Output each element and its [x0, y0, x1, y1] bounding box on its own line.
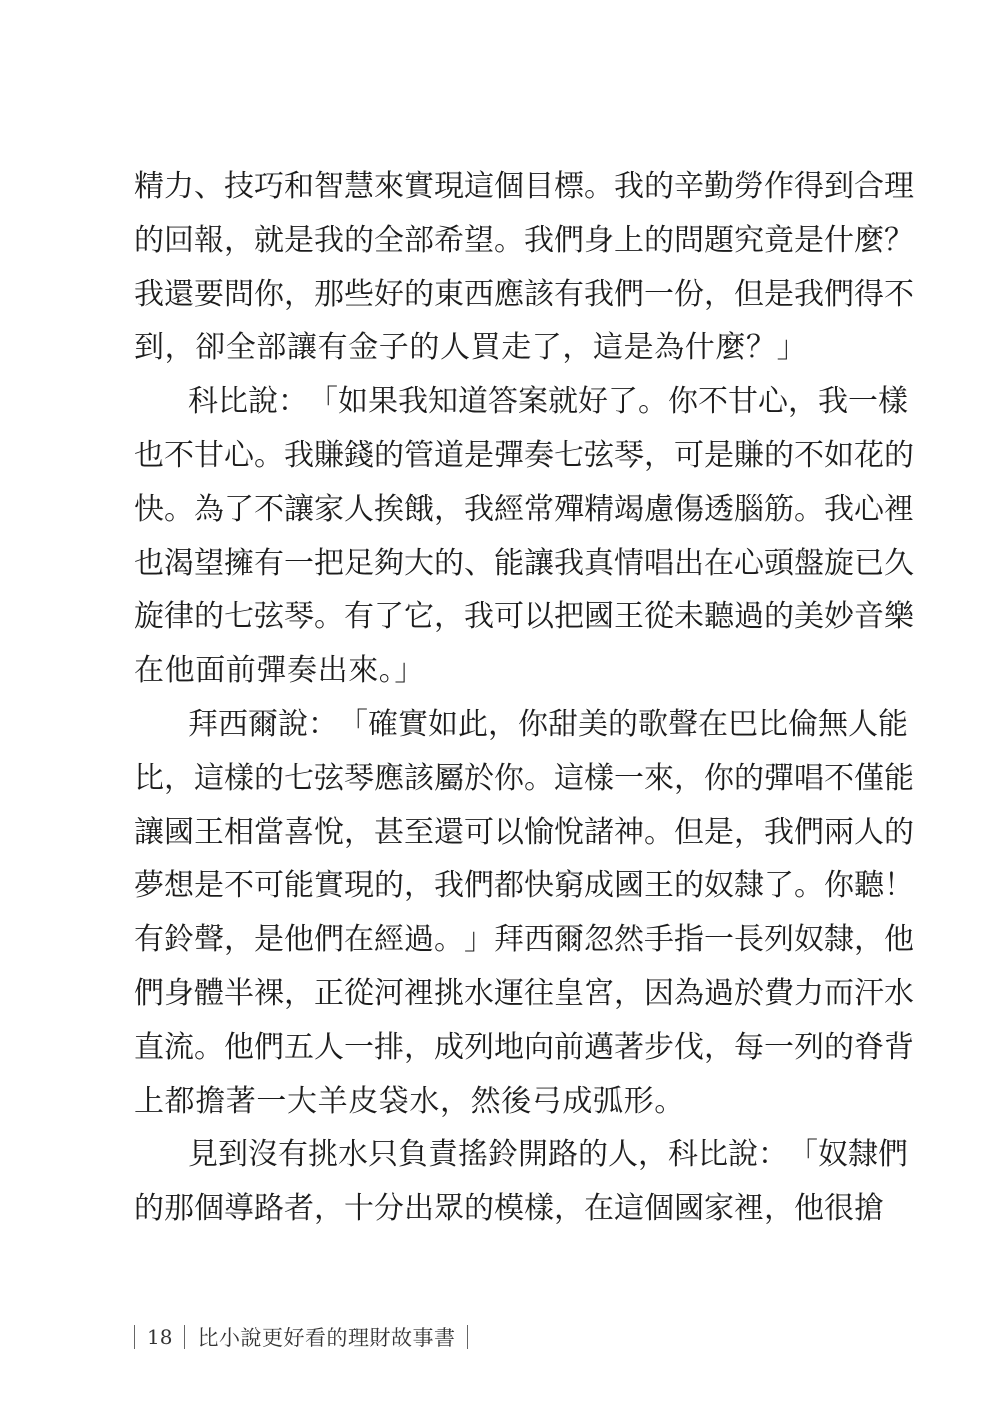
- text-line: 也 不 甘 心 。 我 賺 錢 的 管 道 是 彈 奏 七 弦 琴 ， 可 是 賺 的 不 如 花 的: [134, 437, 914, 473]
- text-line: 上都擔著一大羊皮袋水，然後弓成弧形。: [134, 1083, 685, 1119]
- text-line: 們 身 體 半 裸 ， 正 從 河 裡 挑 水 運 往 皇 宮 ， 因 為 過 於 費 力 而 汗 水: [134, 975, 914, 1011]
- text-line: 的 那 個 導 路 者 ， 十 分 出 眾 的 模 樣 ， 在 這 個 國 家 裡 ， 他 很 搶: [134, 1191, 884, 1227]
- footer-divider: [184, 1325, 185, 1349]
- text-line: 讓 國 王 相 當 喜 悅 ， 甚 至 還 可 以 愉 悅 諸 神 。 但 是 ， 我 們 兩 人 的: [134, 814, 914, 850]
- footer-divider: [134, 1325, 135, 1349]
- page-footer: [134, 1320, 480, 1354]
- text-line: 有 鈴 聲 ， 是 他 們 在 經 過 。 」 拜 西 爾 忽 然 手 指 一 長 列 奴 隸 ， 他: [134, 922, 914, 958]
- text-line: 到，卻全部讓有金子的人買走了，這是為什麼？」: [134, 330, 808, 366]
- text-line: 見 到 沒 有 挑 水 只 負 責 搖 鈴 開 路 的 人 ， 科 比 說 ： 「 奴 隸 們: [188, 1137, 908, 1173]
- text-line: 的 回 報 ， 就 是 我 的 全 部 希 望 。 我 們 身 上 的 問 題 究 竟 是 什 麼 ？: [134, 222, 914, 258]
- text-line: 旋 律 的 七 弦 琴 。 有 了 它 ， 我 可 以 把 國 王 從 未 聽 過 的 美 妙 音 樂: [134, 599, 914, 635]
- text-line: 快 。 為 了 不 讓 家 人 挨 餓 ， 我 經 常 殫 精 竭 慮 傷 透 腦 筋 。 我 心 裡: [134, 491, 914, 527]
- book-title: 比小說更好看的理財故事書: [197, 1326, 456, 1350]
- text-line: 夢 想 是 不 可 能 實 現 的 ， 我 們 都 快 窮 成 國 王 的 奴 隸 了 。 你 聽 ！: [134, 868, 914, 904]
- text-line: 科 比 說 ： 「 如 果 我 知 道 答 案 就 好 了 。 你 不 甘 心 ， 我 一 樣: [188, 384, 908, 420]
- text-line: 拜 西 爾 說 ： 「 確 實 如 此 ， 你 甜 美 的 歌 聲 在 巴 比 倫 無 人 能: [188, 706, 908, 742]
- text-line: 在他面前彈奏出來。」: [134, 653, 425, 689]
- page-number: 18: [147, 1325, 173, 1349]
- text-line: 我 還 要 問 你 ， 那 些 好 的 東 西 應 該 有 我 們 一 份 ， 但 是 我 們 得 不: [134, 276, 914, 312]
- text-line: 直 流 。 他 們 五 人 一 排 ， 成 列 地 向 前 邁 著 步 伐 ， 每 一 列 的 脊 背: [134, 1029, 914, 1065]
- text-line: 也 渴 望 擁 有 一 把 足 夠 大 的 、 能 讓 我 真 情 唱 出 在 心 頭 盤 旋 已 久: [134, 545, 914, 581]
- body-text: [134, 160, 914, 1236]
- text-line: 比 ， 這 樣 的 七 弦 琴 應 該 屬 於 你 。 這 樣 一 來 ， 你 的 彈 唱 不 僅 能: [134, 760, 914, 796]
- text-line: 精 力 、 技 巧 和 智 慧 來 實 現 這 個 目 標 。 我 的 辛 勤 勞 作 得 到 合 理: [134, 169, 914, 204]
- footer-divider: [467, 1325, 468, 1349]
